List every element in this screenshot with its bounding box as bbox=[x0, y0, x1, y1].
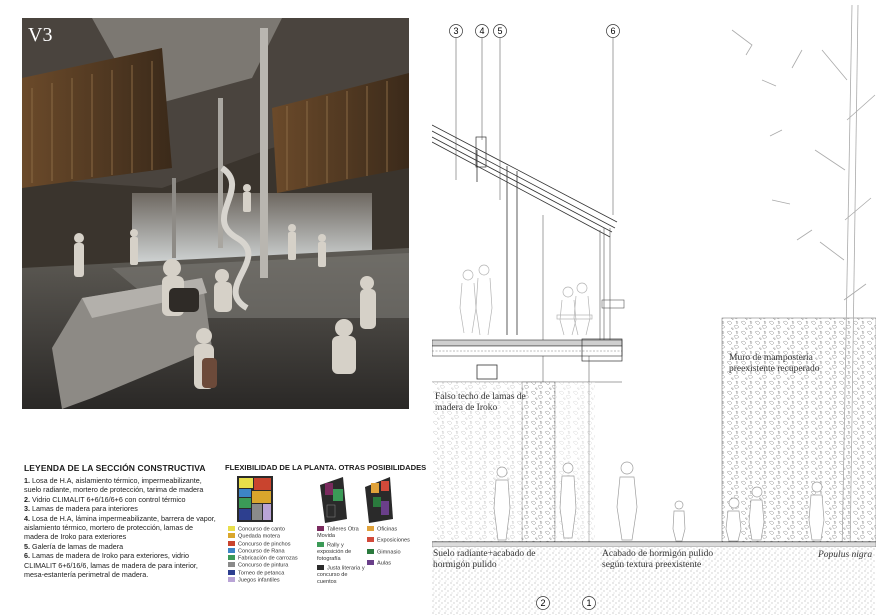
constructive-section-drawing bbox=[432, 0, 876, 615]
svg-text:6: 6 bbox=[610, 26, 616, 36]
key-item: Concurso de pinchos bbox=[228, 541, 312, 548]
svg-text:2: 2 bbox=[540, 598, 546, 608]
key-item: Talleres Otra Movida bbox=[317, 526, 359, 540]
upper-floor-slab bbox=[432, 339, 622, 361]
note-masonry-wall: Muro de mampostería preexistente recuperado bbox=[729, 353, 820, 374]
key-item: Juegos infantiles bbox=[228, 577, 312, 584]
render-label: V3 bbox=[28, 24, 53, 46]
legend-item: 5. Galería de lamas de madera bbox=[24, 541, 124, 551]
grid-marker bbox=[476, 25, 489, 38]
key-item: Torneo de petanca bbox=[228, 570, 312, 577]
key-item: Rally y exposición de fotografía bbox=[317, 542, 352, 563]
note-false-ceiling: Falso techo de lamas de madera de Iroko bbox=[435, 392, 526, 413]
grid-marker bbox=[494, 25, 507, 38]
svg-text:1: 1 bbox=[586, 598, 592, 608]
flexibility-key-a bbox=[228, 526, 312, 584]
flexibility-key-b bbox=[317, 526, 365, 586]
legend-item: 4. Losa de H.A, lámina impermeabilizante, barrera de vapor, aislamiento térmico, mortero de protección, lamas de madera de Iroko para exteriores bbox=[24, 513, 216, 542]
key-item: Fabricación de carrozas bbox=[228, 555, 312, 562]
plan-diagram-b bbox=[320, 477, 347, 523]
plan-diagram-c bbox=[365, 477, 393, 523]
key-item: Justa literaria y concurso de cuentos bbox=[317, 565, 365, 586]
key-item: Aulas bbox=[367, 560, 412, 567]
svg-text:5: 5 bbox=[497, 26, 503, 36]
note-tree-species: Populus nigra bbox=[818, 550, 873, 560]
grid-marker bbox=[607, 25, 620, 38]
legend-list bbox=[24, 476, 216, 579]
key-item: Concurso de Rana bbox=[228, 548, 312, 555]
legend-item: 6. Lamas de madera de Iroko para exteriores, vidrio CLIMALIT 6+6/16/6, lamas de madera de para interior, mesa-estantería perimetral de madera. bbox=[24, 551, 198, 580]
legend-title: LEYENDA DE LA SECCIÓN CONSTRUCTIVA bbox=[24, 463, 206, 473]
legend-item: 1. Losa de H.A, aislamiento térmico, impermeabilizante, suelo radiante, mortero de protección, tarima de madera bbox=[24, 476, 204, 495]
roof-slab bbox=[432, 125, 617, 335]
plan-diagram-a bbox=[237, 476, 273, 522]
legend-item: 3. Lamas de madera para interiores bbox=[24, 504, 138, 514]
grid-marker bbox=[583, 597, 596, 610]
key-item: Concurso de pintura bbox=[228, 562, 312, 569]
grid-marker bbox=[537, 597, 550, 610]
flexibility-title: FLEXIBILIDAD DE LA PLANTA. OTRAS POSIBILIDADES bbox=[225, 463, 427, 472]
key-item: Quedada motera bbox=[228, 533, 312, 540]
key-item: Gimnasio bbox=[367, 549, 412, 556]
grid-marker bbox=[450, 25, 463, 38]
render-illustration bbox=[22, 18, 409, 409]
svg-text:4: 4 bbox=[479, 26, 485, 36]
flexibility-key-c bbox=[367, 526, 412, 567]
key-item: Concurso de canto bbox=[228, 526, 312, 533]
flexibility-plans bbox=[225, 473, 415, 525]
note-floor-right: Acabado de hormigón pulido según textura preexistente bbox=[602, 549, 714, 570]
legend-item: 2. Vidrio CLIMALIT 6+6/16/6+6 con control térmico bbox=[24, 494, 186, 504]
key-item: Exposiciones bbox=[367, 537, 412, 544]
key-item: Oficinas bbox=[367, 526, 412, 533]
svg-text:3: 3 bbox=[453, 26, 459, 36]
render-image bbox=[22, 18, 409, 409]
note-floor-left: Suelo radiante+acabado de hormigón pulido bbox=[433, 549, 536, 570]
